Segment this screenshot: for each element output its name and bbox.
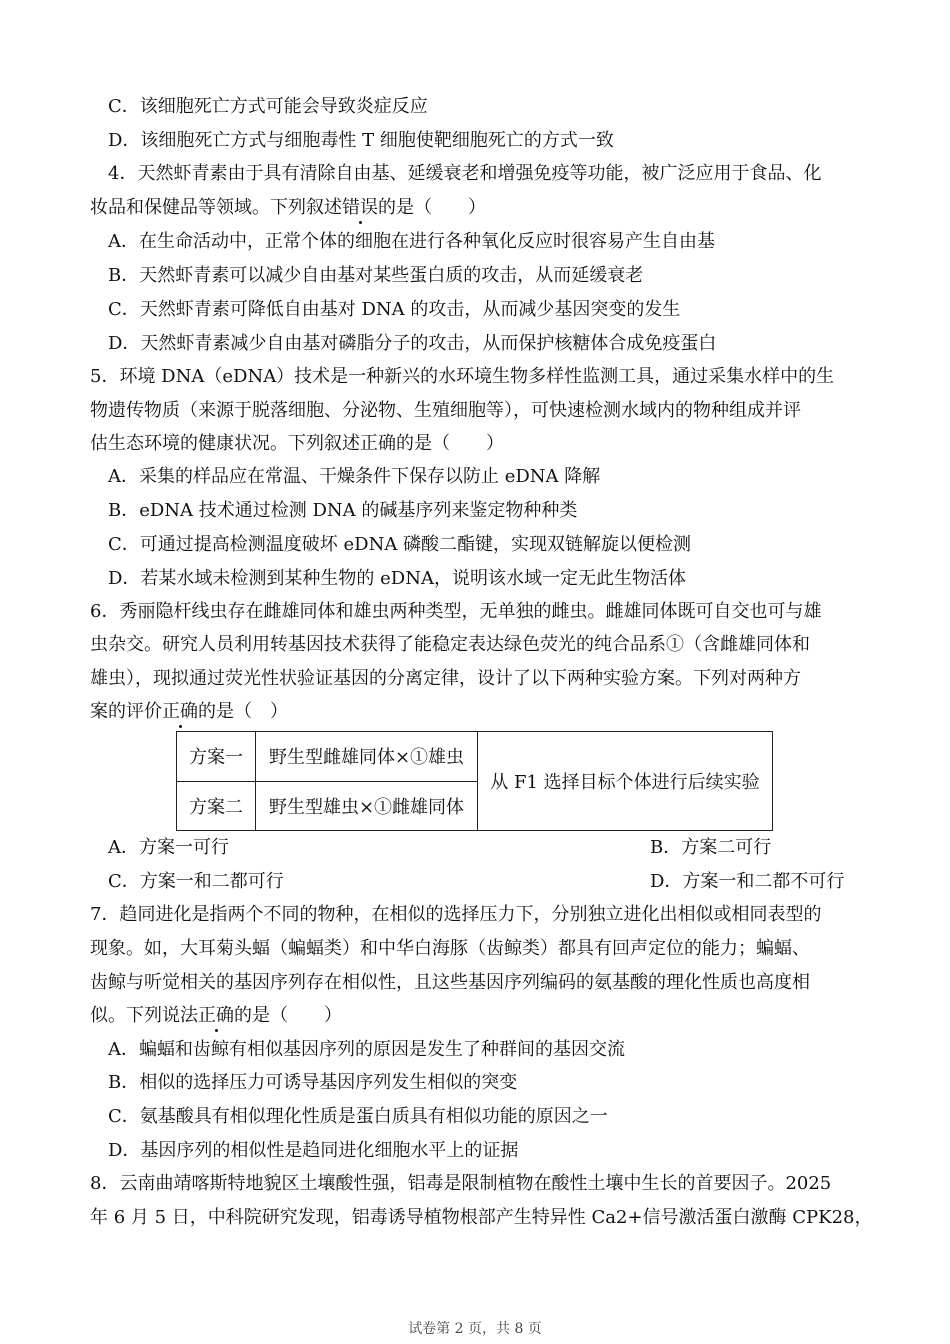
q7-option-b: B．相似的选择压力可诱导基因序列发生相似的突变 bbox=[108, 1072, 518, 1093]
q6-stem-line1: 6．秀丽隐杆线虫存在雌雄同体和雄虫两种类型，无单独的雌虫。雌雄同体既可自交也可与雄 bbox=[90, 601, 822, 622]
q6-option-c: C．方案一和二都可行 bbox=[108, 871, 284, 892]
q4-option-a: A．在生命活动中，正常个体的细胞在进行各种氧化反应时很容易产生自由基 bbox=[108, 231, 715, 252]
q4-stem-tail: 的是（ ） bbox=[378, 197, 486, 218]
scheme-1-name: 方案一 bbox=[177, 732, 256, 782]
q7-stem-line3: 齿鲸与听觉相关的基因序列存在相似性，且这些基因序列编码的氨基酸的理化性质也高度相 bbox=[90, 972, 810, 993]
q6-stem-text: 案的评价 bbox=[90, 701, 162, 722]
q7-stem-line1: 7．趋同进化是指两个不同的物种，在相似的选择压力下，分别独立进化出相似或相同表型的 bbox=[90, 904, 822, 925]
q8-stem-line1: 8．云南曲靖喀斯特地貌区土壤酸性强，铝毒是限制植物在酸性土壤中生长的首要因子。2025 bbox=[90, 1173, 832, 1194]
q6-stem-line2: 虫杂交。研究人员利用转基因技术获得了能稳定表达绿色荧光的纯合品系①（含雌雄同体和 bbox=[90, 634, 810, 655]
q6-option-b: B．方案二可行 bbox=[650, 837, 772, 858]
q5-option-a: A．采集的样品应在常温、干燥条件下保存以防止 eDNA 降解 bbox=[108, 466, 601, 487]
q4-stem-line2 bbox=[90, 196, 486, 220]
q3-option-d: D．该细胞死亡方式与细胞毒性 T 细胞使靶细胞死亡的方式一致 bbox=[108, 130, 614, 151]
q4-option-d: D．天然虾青素减少自由基对磷脂分子的攻击，从而保护核糖体合成免疫蛋白 bbox=[108, 333, 717, 354]
q4-stem-line1: 4．天然虾青素由于具有清除自由基、延缓衰老和增强免疫等功能，被广泛应用于食品、化 bbox=[108, 163, 822, 184]
q8-stem-line2: 年 6 月 5 日，中科院研究发现，铝毒诱导植物根部产生特异性 Ca2+信号激活蛋白激酶 CPK28， bbox=[90, 1207, 873, 1228]
page-footer: 试卷第 2 页，共 8 页 bbox=[408, 1321, 542, 1337]
q3-option-c: C．该细胞死亡方式可能会导致炎症反应 bbox=[108, 96, 428, 117]
scheme-2-cross: 野生型雄虫×①雌雄同体 bbox=[256, 781, 478, 831]
q6-emphasis: 正确 bbox=[162, 701, 198, 722]
q7-stem-line4 bbox=[90, 1004, 342, 1028]
q5-option-b: B．eDNA 技术通过检测 DNA 的碱基序列来鉴定物种种类 bbox=[108, 500, 578, 521]
q5-stem-line3: 估生态环境的健康状况。下列叙述正确的是（ ） bbox=[90, 433, 504, 454]
q6-stem-line3: 雄虫），现拟通过荧光性状验证基因的分离定律，设计了以下两种实验方案。下列对两种方 bbox=[90, 668, 801, 689]
scheme-shared-step: 从 F1 选择目标个体进行后续实验 bbox=[478, 732, 773, 831]
q6-stem-line4 bbox=[90, 700, 288, 724]
q7-option-c: C．氨基酸具有相似理化性质是蛋白质具有相似功能的原因之一 bbox=[108, 1106, 608, 1127]
experiment-scheme-table bbox=[176, 731, 773, 831]
q6-option-a: A．方案一可行 bbox=[108, 837, 229, 858]
q7-stem-line2: 现象。如，大耳菊头蝠（蝙蝠类）和中华白海豚（齿鲸类）都具有回声定位的能力；蝙蝠、 bbox=[90, 938, 810, 959]
q5-stem-line1: 5．环境 DNA（eDNA）技术是一种新兴的水环境生物多样性监测工具，通过采集水样中的生 bbox=[90, 366, 835, 387]
q4-stem-text: 妆品和保健品等领域。下列叙述 bbox=[90, 197, 342, 218]
scheme-2-name: 方案二 bbox=[177, 781, 256, 831]
q5-option-c: C．可通过提高检测温度破坏 eDNA 磷酸二酯键，实现双链解旋以便检测 bbox=[108, 534, 692, 555]
table-row bbox=[177, 732, 773, 782]
q7-stem-text: 似。下列说法 bbox=[90, 1005, 198, 1026]
q6-stem-tail: 的是（ ） bbox=[198, 701, 288, 722]
q4-option-c: C．天然虾青素可降低自由基对 DNA 的攻击，从而减少基因突变的发生 bbox=[108, 299, 681, 320]
q7-stem-tail: 的是（ ） bbox=[234, 1005, 342, 1026]
q7-option-a: A．蝙蝠和齿鲸有相似基因序列的原因是发生了种群间的基因交流 bbox=[108, 1039, 625, 1060]
q6-option-d: D．方案一和二都不可行 bbox=[650, 871, 845, 892]
q5-stem-line2: 物遗传物质（来源于脱落细胞、分泌物、生殖细胞等），可快速检测水域内的物种组成并评 bbox=[90, 400, 801, 421]
q7-emphasis: 正确 bbox=[198, 1005, 234, 1026]
q7-option-d: D．基因序列的相似性是趋同进化细胞水平上的证据 bbox=[108, 1140, 519, 1161]
q5-option-d: D．若某水域未检测到某种生物的 eDNA，说明该水域一定无此生物活体 bbox=[108, 568, 686, 589]
scheme-1-cross: 野生型雌雄同体×①雄虫 bbox=[256, 732, 478, 782]
q4-option-b: B．天然虾青素可以减少自由基对某些蛋白质的攻击，从而延缓衰老 bbox=[108, 265, 644, 286]
q4-emphasis: 错误 bbox=[342, 197, 378, 218]
